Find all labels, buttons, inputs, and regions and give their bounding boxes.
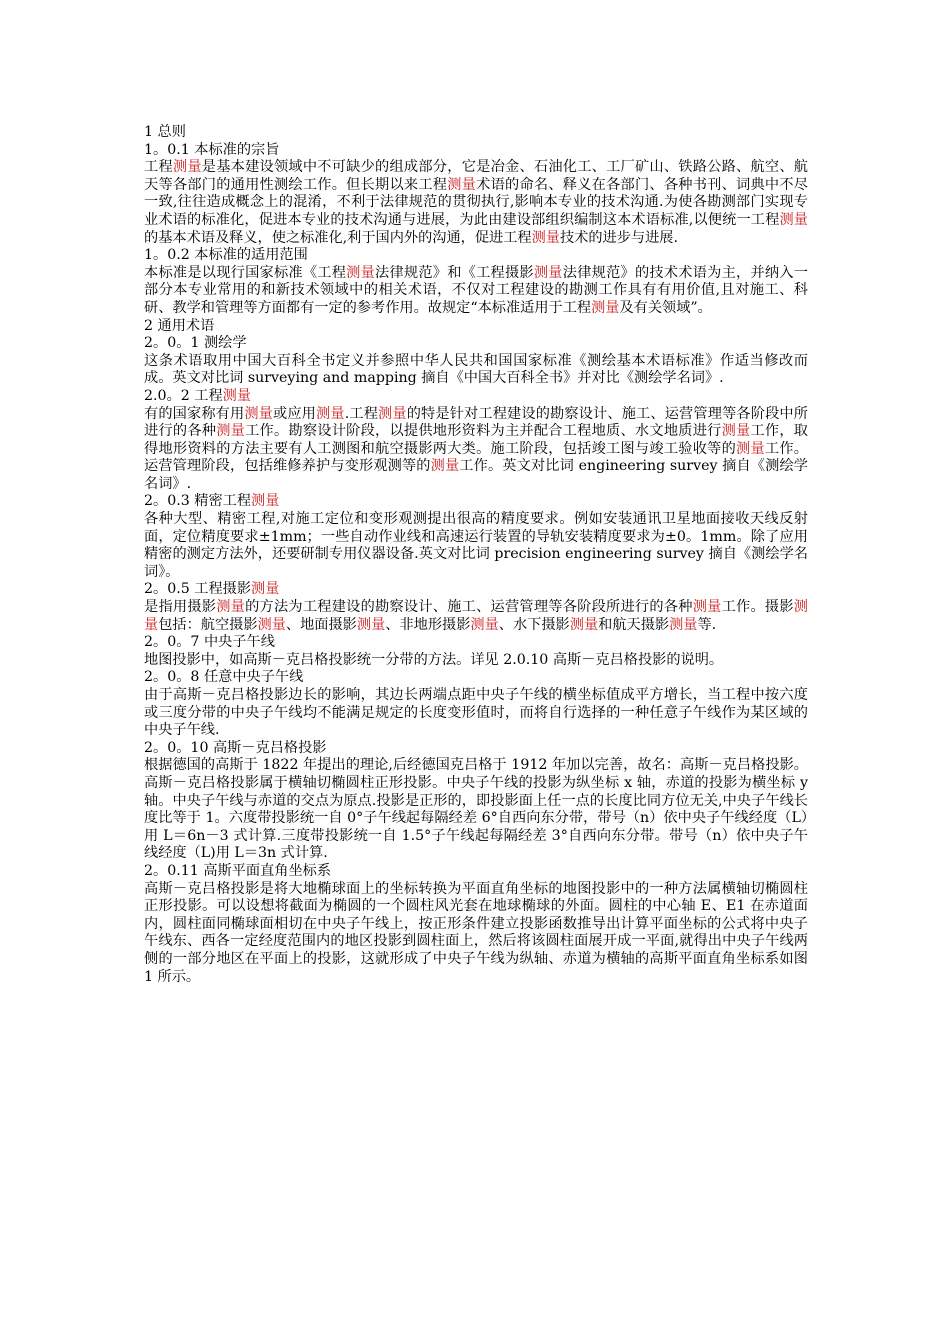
highlighted-term: 测量: [356, 616, 386, 633]
highlighted-term: 测量: [736, 440, 765, 457]
highlighted-term: 测量: [222, 387, 252, 404]
highlighted-term: 测量: [346, 264, 376, 281]
highlighted-term: 测量: [531, 229, 560, 246]
paragraph: 有的国家称有用测量或应用测量.工程测量的特是针对工程建设的勘察设计、施工、运营管理等各阶段中所进行的各种测量工作。勘察设计阶段，以提供地形资料为主并配合工程地质、水文地质进行测量工作，取得地形资料的方法主要有人工测图和航空摄影两大类。施工阶段，包括竣工图与竣工验收等的测量工作。运营管理阶段，包括维修养护与变形观测等的测量工作。英文对比词 engineering survey 摘自《测绘学名词》.: [144, 405, 808, 492]
paragraph: 各种大型、精密工程,对施工定位和变形观测提出很高的精度要求。例如安装通讯卫星地面接收天线反射面，定位精度要求±1mm；一些自动作业线和高速运行装置的导轨安装精度要求为±0。1mm。除了应用精密的测定方法外，还要研制专用仪器设备.英文对比词 precision engineering survey 摘自《测绘学名词》。: [144, 511, 808, 580]
section-heading: 2。0。8 任意中央子午线: [144, 669, 304, 686]
chapter-heading: 1 总则: [144, 124, 186, 140]
section-heading: 2。0。10 高斯－克吕格投影: [144, 739, 327, 756]
section-heading: 2。0.3 精密工程测量: [144, 493, 280, 510]
highlighted-term: 测量: [447, 176, 477, 193]
highlighted-term: 测量: [591, 299, 620, 316]
paragraph: 由于高斯－克吕格投影边长的影响，其边长两端点距中央子午线的横坐标值成平方增长，当工程中按六度或三度分带的中央子午线均不能满足规定的长度变形值时，而将自行选择的一种任意子午线作为某区域的中央子午线.: [144, 687, 808, 739]
highlighted-term: 测量: [721, 423, 751, 440]
section-heading: 2。0.11 高斯平面直角坐标系: [144, 862, 332, 879]
highlighted-term: 测量: [257, 616, 286, 633]
highlighted-term: 测量: [470, 616, 499, 633]
highlighted-term: 测量: [430, 458, 460, 475]
highlighted-term: 测量: [316, 405, 345, 422]
paragraph: 本标准是以现行国家标准《工程测量法律规范》和《工程摄影测量法律规范》的技术术语为主，并纳入一部分本专业常用的和新技术领域中的相关术语，不仅对工程建设的勘测工作具有有用价值,且对施工、科研、教学和管理等方面都有一定的参考作用。故规定“本标准适用于工程测量及有关领域”。: [144, 264, 808, 316]
section-heading: 2。0。1 测绘学: [144, 335, 247, 352]
highlighted-term: 测量: [216, 423, 246, 440]
section-heading: 1。0.1 本标准的宗旨: [144, 141, 280, 158]
highlighted-term: 测量: [569, 616, 599, 633]
paragraph: 高斯－克吕格投影是将大地椭球面上的坐标转换为平面直角坐标的地图投影中的一种方法属横轴切椭圆柱正形投影。可以设想将截面为椭圆的一个圆柱风光套在地球椭球的外面。圆柱的中心轴 E、E1 在赤道面内，圆柱面同椭球面相切在中央子午线上，按正形条件建立投影函数推导出计算平面坐标的公式将中央子午线东、西各一定经度范围内的地区投影到圆柱面上，然后将该圆柱面展开成一平面,就得出中央子午线两侧的一部分地区在平面上的投影，这就形成了中央子午线为纵轴、赤道为横轴的高斯平面直角坐标系如图 1 所示。: [144, 880, 808, 985]
highlighted-term: 测量: [779, 211, 808, 228]
paragraph: 根据德国的高斯于 1822 年提出的理论,后经德国克吕格于 1912 年加以完善，故名：高斯－克吕格投影。高斯－克吕格投影属于横轴切椭圆柱正形投影。中央子午线的投影为纵坐标 x 轴，赤道的投影为横坐标 y 轴。中央子午线与赤道的交点为原点.投影是正形的，即投影面上任一点的长度比同方位无关,中央子午线长度比等于 1。六度带投影统一自 0°子午线起每隔经差 6°自西向东分带，带号（n）依中央子午线经度（L）用 L＝6n－3 式计算.三度带投影统一自 1.5°子午线起每隔经差 3°自西向东分带。带号（n）依中央子午线经度（L)用 L＝3n 式计算.: [144, 757, 808, 862]
highlighted-term: 测量: [669, 616, 698, 633]
highlighted-term: 测量: [692, 599, 722, 616]
chapter-heading: 2 通用术语: [144, 317, 215, 334]
highlighted-term: 测量: [251, 581, 280, 598]
highlighted-term: 测量: [144, 599, 808, 633]
paragraph: 是指用摄影测量的方法为工程建设的勘察设计、施工、运营管理等各阶段所进行的各种测量工作。摄影测量包括：航空摄影测量、地面摄影测量、非地形摄影测量、水下摄影测量和航天摄影测量等.: [144, 599, 808, 633]
highlighted-term: 测量: [533, 264, 563, 281]
section-heading: 2.0。2 工程测量: [144, 387, 252, 404]
highlighted-term: 测量: [244, 405, 274, 422]
section-heading: 2。0。7 中央子午线: [144, 634, 275, 651]
paragraph: 地图投影中，如高斯－克吕格投影统一分带的方法。详见 2.0.10 高斯－克吕格投影的说明。: [144, 651, 724, 668]
document-page: [144, 124, 808, 986]
highlighted-term: 测量: [216, 599, 246, 616]
highlighted-term: 测量: [172, 159, 202, 176]
section-heading: 2。0.5 工程摄影测量: [144, 581, 280, 598]
paragraph: 这条术语取用中国大百科全书定义并参照中华人民共和国国家标准《测绘基本术语标准》作适当修改而成。英文对比词 surveying and mapping 摘自《中国大百科全书》并对比《测绘学名词》.: [144, 352, 808, 387]
highlighted-term: 测量: [378, 405, 407, 422]
section-heading: 1。0.2 本标准的适用范围: [144, 247, 308, 264]
paragraph: 工程测量是基本建设领域中不可缺少的组成部分，它是冶金、石油化工、工厂矿山、铁路公路、航空、航天等各部门的通用性测绘工作。但长期以来工程测量术语的命名、释义在各部门、各种书刊、词典中不尽一致,往往造成概念上的混淆，不利于法律规范的贯彻执行,影响本专业的技术沟通.为使各勘测部门实现专业术语的标准化，促进本专业的技术沟通与进展，为此由建设部组织编制这本术语标准,以便统一工程测量的基本术语及释义，使之标准化,利于国内外的沟通，促进工程测量技术的进步与进展.: [144, 159, 808, 246]
highlighted-term: 测量: [251, 493, 280, 510]
